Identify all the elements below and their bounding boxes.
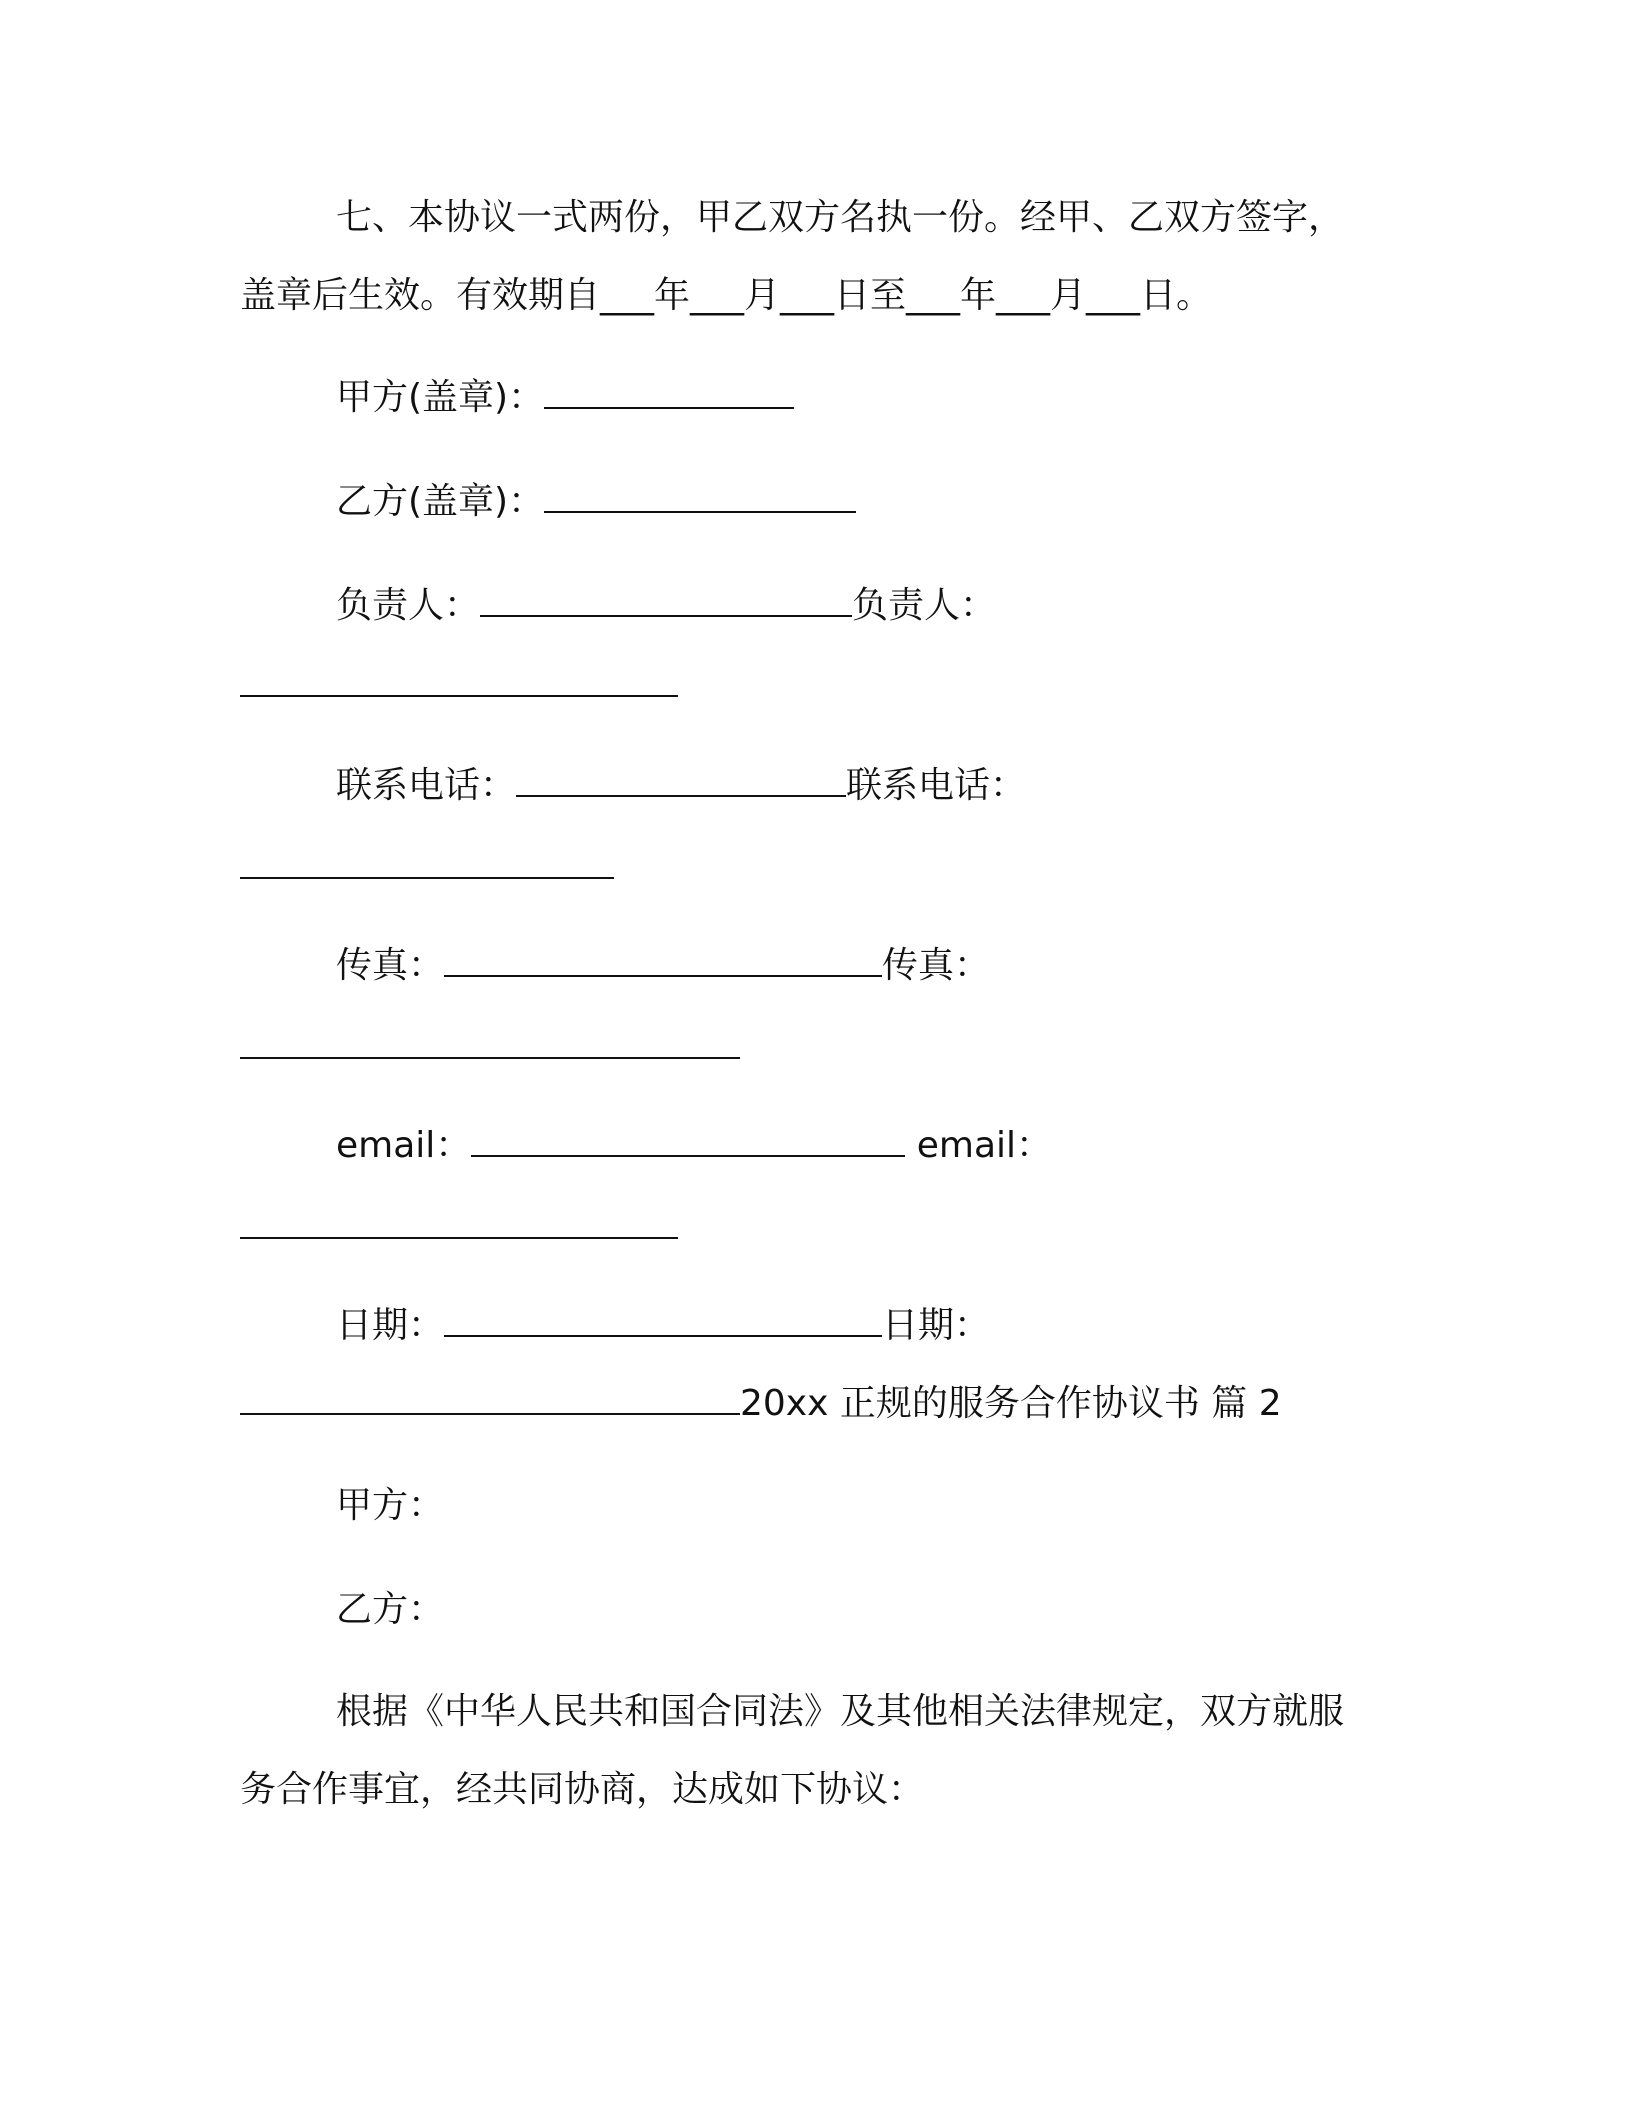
section-2-title: 20xx 正规的服务合作协议书 篇 2 xyxy=(740,1383,1282,1424)
party-a-seal-row xyxy=(336,376,794,420)
email-row xyxy=(336,1124,1052,1168)
fax-row xyxy=(336,944,990,988)
responsible-label-b: 负责人： xyxy=(852,585,997,626)
email-label-a: email： xyxy=(336,1125,472,1166)
responsible-label-a: 负责人： xyxy=(336,585,481,626)
responsible-blank-a xyxy=(480,585,852,617)
fax-blank-a xyxy=(444,945,882,977)
phone-label-a: 联系电话： xyxy=(336,765,517,806)
date-blank-b xyxy=(240,1383,740,1415)
phone-b-row xyxy=(240,846,614,890)
responsible-b-row xyxy=(240,664,678,708)
clause-7-line-1: 七、本协议一式两份，甲乙双方名执一份。经甲、乙双方签字， xyxy=(336,197,1345,238)
clause-7-line-2: 盖章后生效。有效期自___年___月___日至___年___月___日。 xyxy=(240,275,1213,316)
section-2-party-a: 甲方： xyxy=(336,1485,445,1526)
fax-b-row xyxy=(240,1026,740,1070)
email-b-row xyxy=(240,1206,678,1250)
date-blank-a xyxy=(444,1305,882,1337)
section-2-intro-line-1: 根据《中华人民共和国合同法》及其他相关法律规定，双方就服 xyxy=(336,1691,1345,1732)
email-blank-b xyxy=(240,1207,678,1239)
party-a-seal-label: 甲方(盖章)： xyxy=(336,377,545,418)
responsible-blank-b xyxy=(240,665,678,697)
section-2-intro-line-2: 务合作事宜，经共同协商，达成如下协议： xyxy=(240,1769,925,1810)
party-b-seal-label: 乙方(盖章)： xyxy=(336,481,545,522)
phone-blank-b xyxy=(240,847,614,879)
date-row xyxy=(336,1304,990,1348)
fax-label-a: 传真： xyxy=(336,945,445,986)
fax-label-b: 传真： xyxy=(882,945,991,986)
email-blank-a xyxy=(471,1125,905,1157)
date-b-and-section-title-row xyxy=(240,1382,1282,1426)
party-b-seal-row xyxy=(336,480,856,524)
phone-row xyxy=(336,764,1026,808)
party-b-seal-blank xyxy=(544,481,856,513)
responsible-row xyxy=(336,584,996,628)
date-label-a: 日期： xyxy=(336,1305,445,1346)
party-a-seal-blank xyxy=(544,377,794,409)
fax-blank-b xyxy=(240,1027,740,1059)
phone-label-b: 联系电话： xyxy=(846,765,1027,806)
section-2-party-b: 乙方： xyxy=(336,1589,445,1630)
date-label-b: 日期： xyxy=(882,1305,991,1346)
email-label-b: email： xyxy=(905,1125,1053,1166)
phone-blank-a xyxy=(516,765,846,797)
